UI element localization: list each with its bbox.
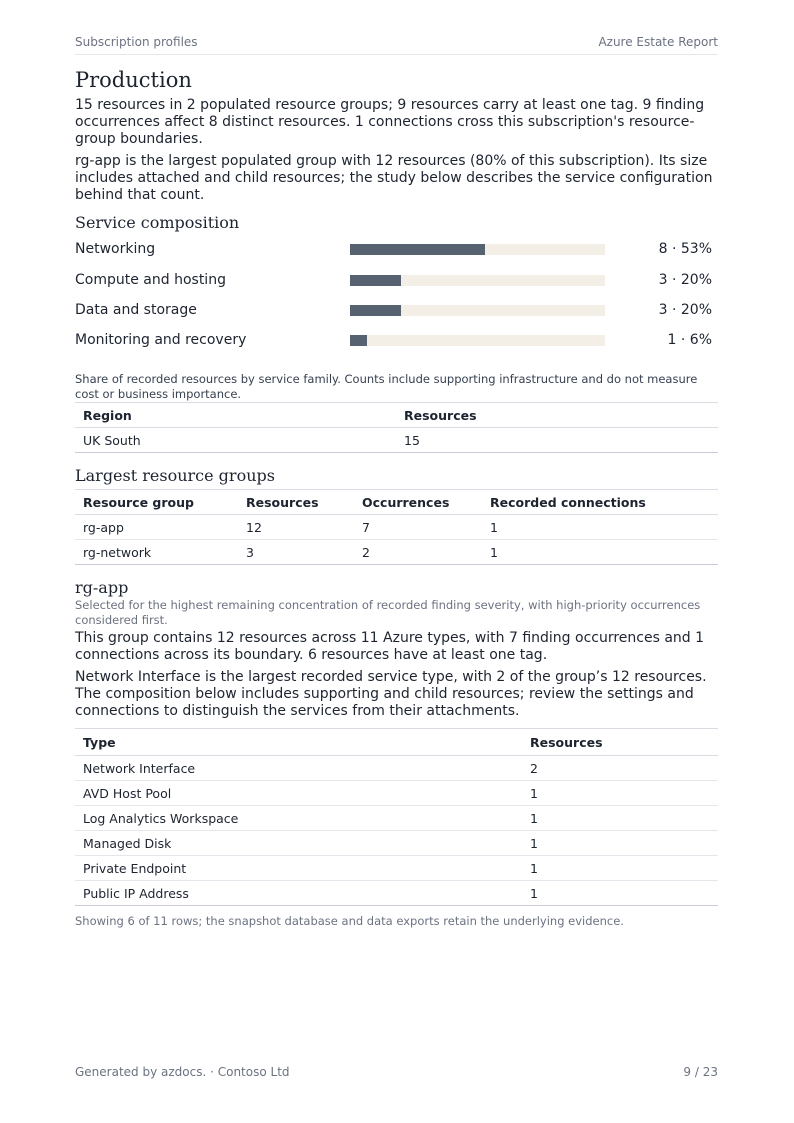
service-composition-heading: Service composition xyxy=(75,213,240,232)
table-row xyxy=(75,756,718,781)
summary-paragraph-1: 15 resources in 2 populated resource groups; 9 resources carry at least one tag. 9 finding occurrences affect 8 distinct resources. 1 connections cross this subscription's resource-group boundaries. xyxy=(75,97,705,147)
section-label: Subscription profiles xyxy=(75,35,198,49)
running-header xyxy=(75,35,718,55)
bar-label: Data and storage xyxy=(75,302,197,318)
rg-app-table-footnote: Showing 6 of 11 rows; the snapshot database and data exports retain the underlying evidence. xyxy=(75,914,624,928)
running-footer xyxy=(75,1065,718,1079)
bar-label: Networking xyxy=(75,241,156,257)
bar-row-data xyxy=(75,301,718,321)
column-header: Resources xyxy=(522,729,718,756)
table-row xyxy=(75,540,718,565)
table-cell: UK South xyxy=(75,428,396,453)
region-table-wrapper xyxy=(75,402,718,453)
region-table xyxy=(75,402,718,453)
table-cell: 12 xyxy=(238,515,354,540)
column-header: Resources xyxy=(238,490,354,515)
bar-fill xyxy=(350,244,485,255)
table-row xyxy=(75,781,718,806)
table-row xyxy=(75,881,718,906)
generated-by: Generated by azdocs. · Contoso Ltd xyxy=(75,1065,290,1079)
column-header: Occurrences xyxy=(354,490,482,515)
table-cell: Managed Disk xyxy=(75,831,522,856)
table-cell: rg-app xyxy=(75,515,238,540)
table-cell: 15 xyxy=(396,428,718,453)
rg-app-types-table xyxy=(75,728,718,906)
table-cell: 1 xyxy=(522,806,718,831)
table-cell: 1 xyxy=(522,831,718,856)
bar-track xyxy=(350,244,605,255)
bar-value: 3 · 20% xyxy=(658,302,712,318)
table-row xyxy=(75,856,718,881)
bar-value: 8 · 53% xyxy=(658,241,712,257)
bar-track xyxy=(350,305,605,316)
page-title: Production xyxy=(75,68,192,92)
rg-app-selection-note: Selected for the highest remaining concentration of recorded finding severity, with high-priority occurrences considered first. xyxy=(75,598,701,627)
resource-groups-table xyxy=(75,489,718,565)
table-cell: 2 xyxy=(354,540,482,565)
column-header: Region xyxy=(75,403,396,428)
table-cell: 1 xyxy=(522,781,718,806)
column-header: Recorded connections xyxy=(482,490,718,515)
table-row xyxy=(75,831,718,856)
bar-value: 3 · 20% xyxy=(658,272,712,288)
bar-label: Monitoring and recovery xyxy=(75,332,247,348)
bar-row-monitoring xyxy=(75,331,718,351)
table-cell: Public IP Address xyxy=(75,881,522,906)
table-cell: 1 xyxy=(482,540,718,565)
bar-row-networking xyxy=(75,240,718,260)
table-row xyxy=(75,428,718,453)
table-row xyxy=(75,515,718,540)
largest-groups-heading: Largest resource groups xyxy=(75,466,275,485)
table-cell: 1 xyxy=(522,881,718,906)
bar-fill xyxy=(350,335,367,346)
bar-fill xyxy=(350,305,401,316)
column-header: Resource group xyxy=(75,490,238,515)
composition-caption: Share of recorded resources by service family. Counts include supporting infrastructure and do not measure cost or business importance. xyxy=(75,372,698,401)
bar-label: Compute and hosting xyxy=(75,272,226,288)
rg-app-paragraph-1: This group contains 12 resources across 11 Azure types, with 7 finding occurrences and 1 connections across its boundary. 6 resources have at least one tag. xyxy=(75,630,705,663)
table-cell: 7 xyxy=(354,515,482,540)
table-cell: Network Interface xyxy=(75,756,522,781)
summary-paragraph-2: rg-app is the largest populated group with 12 resources (80% of this subscription). Its size includes attached and child resources; the study below describes the service configuration behind that count. xyxy=(75,153,713,203)
bar-fill xyxy=(350,275,401,286)
column-header: Resources xyxy=(396,403,718,428)
table-cell: 1 xyxy=(482,515,718,540)
rg-app-heading: rg-app xyxy=(75,578,129,597)
table-cell: AVD Host Pool xyxy=(75,781,522,806)
rg-app-paragraph-2: Network Interface is the largest recorded service type, with 2 of the group’s 12 resources. The composition below includes supporting and child resources; review the settings and connections to distinguish the services from their attachments. xyxy=(75,669,707,719)
page-number: 9 / 23 xyxy=(683,1065,718,1079)
rg-app-types-table-wrapper xyxy=(75,728,718,906)
report-title: Azure Estate Report xyxy=(598,35,718,49)
column-header: Type xyxy=(75,729,522,756)
table-row xyxy=(75,806,718,831)
table-cell: 2 xyxy=(522,756,718,781)
bar-row-compute xyxy=(75,271,718,291)
groups-table-wrapper xyxy=(75,489,718,565)
table-cell: Log Analytics Workspace xyxy=(75,806,522,831)
table-cell: 3 xyxy=(238,540,354,565)
bar-value: 1 · 6% xyxy=(667,332,712,348)
bar-track xyxy=(350,335,605,346)
table-cell: Private Endpoint xyxy=(75,856,522,881)
table-cell: 1 xyxy=(522,856,718,881)
table-cell: rg-network xyxy=(75,540,238,565)
bar-track xyxy=(350,275,605,286)
